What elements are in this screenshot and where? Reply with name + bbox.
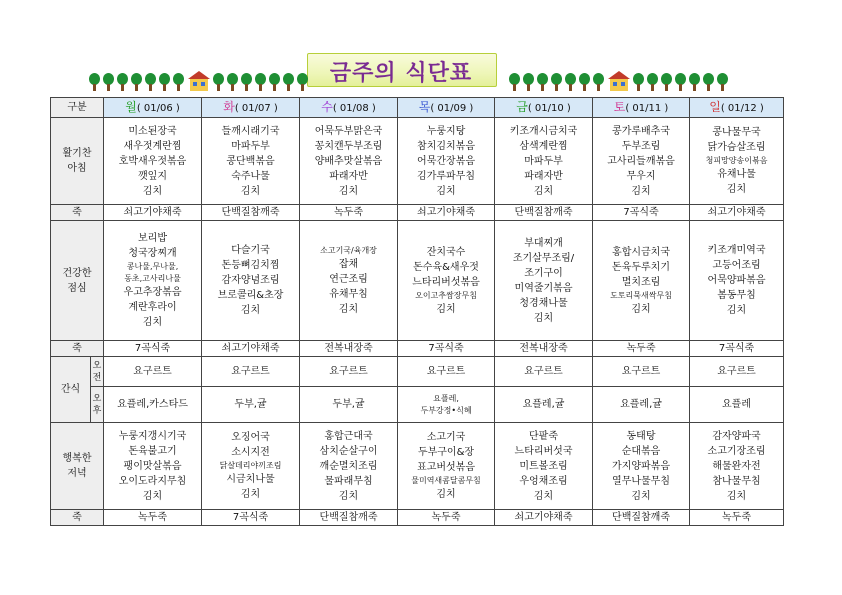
tree-icon xyxy=(212,73,225,91)
menu-item: 미트볼조림 xyxy=(519,460,568,472)
menu-item: 누룽지갱시기국 xyxy=(118,430,187,442)
menu-item: 계란후라이 xyxy=(128,302,177,313)
menu-item: 동태탕 xyxy=(626,430,656,442)
porridge-row xyxy=(51,341,784,357)
snack-item: 요플레 xyxy=(722,399,751,410)
menu-cell xyxy=(495,118,593,205)
meal-label-line: 행복한 xyxy=(62,453,92,464)
porridge-cell: 7곡식죽 xyxy=(398,341,495,357)
menu-item: 느타리버섯국 xyxy=(514,445,573,457)
day-name: 수 xyxy=(321,99,333,114)
menu-item: 김치 xyxy=(631,490,651,502)
snack-cell: 요구르트 xyxy=(593,357,690,387)
menu-item: 김치 xyxy=(726,184,747,195)
porridge-cell: 단백질참깨죽 xyxy=(593,510,690,526)
tree-icon xyxy=(716,73,729,91)
porridge-cell: 녹두죽 xyxy=(398,510,495,526)
tree-icon xyxy=(240,73,253,91)
snack-afternoon-row xyxy=(51,387,784,423)
day-header xyxy=(202,98,300,118)
menu-item: 김치 xyxy=(533,185,554,197)
menu-item: 돈육두루치기 xyxy=(612,261,670,273)
menu-item: 돈수육&새우젓 xyxy=(413,261,479,273)
tree-icon xyxy=(282,73,295,91)
day-header xyxy=(690,98,784,118)
menu-item: 소고기국/육개장 xyxy=(320,245,377,255)
header-row xyxy=(51,98,784,118)
day-name: 토 xyxy=(613,99,626,114)
meal-label-line: 건강한 xyxy=(62,267,92,279)
menu-item: 멸치조림 xyxy=(621,276,661,288)
menu-item: 어묵두부맑은국 xyxy=(314,125,383,137)
porridge-cell: 단백질참깨죽 xyxy=(495,205,593,221)
porridge-cell: 전복내장죽 xyxy=(300,341,398,357)
menu-item: 참치김치볶음 xyxy=(417,140,475,152)
day-header xyxy=(104,98,202,118)
menu-item: 콩나물,무나물, xyxy=(126,262,179,271)
menu-item: 잔치국수 xyxy=(426,246,466,258)
menu-item: 유채나물 xyxy=(717,169,756,180)
menu-item: 우고추장볶음 xyxy=(123,287,182,298)
day-header xyxy=(495,98,593,118)
menu-cell xyxy=(300,423,398,510)
menu-item: 고사리들깨볶음 xyxy=(607,155,675,167)
menu-item: 들깨시래기국 xyxy=(221,125,280,137)
porridge-cell: 쇠고기야채죽 xyxy=(398,205,495,221)
day-date: ( 01/12 ) xyxy=(720,102,764,114)
menu-item: 홍합시금치국 xyxy=(612,246,670,258)
menu-item: 팽이맛살볶음 xyxy=(123,460,182,472)
tree-icon xyxy=(674,73,687,91)
snack-cell xyxy=(495,387,593,423)
menu-table xyxy=(50,97,784,526)
tree-icon xyxy=(578,73,591,91)
menu-cell xyxy=(202,221,300,341)
menu-item: 소고기국 xyxy=(426,432,466,443)
day-date: ( 01/06 ) xyxy=(136,102,180,114)
snack-cell: 요구르트 xyxy=(495,357,593,387)
menu-item: 도토리묵새싹무침 xyxy=(610,290,672,300)
menu-cell xyxy=(202,118,300,205)
menu-item: 돈육불고기 xyxy=(128,445,177,457)
menu-item: 느타리버섯볶음 xyxy=(412,276,480,288)
snack-item: 두부강정•식혜 xyxy=(420,405,472,415)
menu-item: 김치 xyxy=(436,185,456,197)
tree-icon xyxy=(158,73,171,91)
tree-icon xyxy=(522,73,535,91)
menu-item: 삼치순살구이 xyxy=(319,445,378,457)
menu-item: 김치 xyxy=(338,185,359,197)
menu-item: 김치 xyxy=(631,185,651,197)
day-name: 일 xyxy=(709,99,721,114)
menu-item: 숙주나물 xyxy=(231,170,270,182)
menu-item: 오징어국 xyxy=(231,432,270,443)
snack-sub-char: 오 xyxy=(92,393,102,404)
menu-item: 참나물무침 xyxy=(712,475,761,487)
menu-cell xyxy=(690,221,784,341)
menu-item: 김치 xyxy=(533,490,554,502)
meal-row-lunch xyxy=(51,221,784,341)
porridge-cell: 7곡식죽 xyxy=(593,205,690,221)
snack-cell: 요구르트 xyxy=(300,357,398,387)
menu-cell xyxy=(202,423,300,510)
tree-icon xyxy=(116,73,129,91)
day-name: 목 xyxy=(418,99,431,114)
menu-item: 유채무침 xyxy=(329,288,368,300)
menu-item: 김가루파무침 xyxy=(417,170,475,182)
menu-item: 가지양파볶음 xyxy=(612,460,670,472)
tree-icon xyxy=(564,73,577,91)
menu-item: 조기구이 xyxy=(524,267,563,279)
porridge-cell: 7곡식죽 xyxy=(690,341,784,357)
menu-cell xyxy=(398,423,495,510)
menu-cell xyxy=(593,221,690,341)
menu-item: 어묵간장볶음 xyxy=(417,155,475,167)
snack-cell: 요구르트 xyxy=(690,357,784,387)
snack-cell xyxy=(202,387,300,423)
snack-cell: 요구르트 xyxy=(202,357,300,387)
tree-icon xyxy=(88,73,101,91)
day-header xyxy=(398,98,495,118)
menu-cell xyxy=(104,118,202,205)
snack-item: 요플레, xyxy=(433,393,459,403)
menu-item: 키조개시금치국 xyxy=(509,125,578,137)
menu-item: 부대찌개 xyxy=(524,237,563,249)
menu-item: 홍합근대국 xyxy=(324,430,373,442)
menu-item: 두부조림 xyxy=(621,140,661,152)
meal-label xyxy=(51,118,104,205)
menu-item: 김치 xyxy=(726,490,747,502)
tree-icon xyxy=(130,73,143,91)
porridge-label: 죽 xyxy=(51,341,104,357)
page-title: 금주의 식단표 xyxy=(329,61,473,86)
menu-item: 무우지 xyxy=(626,170,656,182)
menu-item: 김치 xyxy=(240,185,261,197)
snack-item: 요플레,귤 xyxy=(620,399,662,410)
snack-morning-label xyxy=(91,357,104,387)
snack-cell xyxy=(593,387,690,423)
menu-item: 김치 xyxy=(338,490,359,502)
porridge-cell: 단백질참깨죽 xyxy=(202,205,300,221)
menu-item: 김치 xyxy=(142,317,163,328)
menu-item: 김치 xyxy=(631,303,651,315)
day-name: 월 xyxy=(125,99,137,114)
menu-item: 두부구이&장 xyxy=(417,447,475,458)
porridge-label: 죽 xyxy=(51,510,104,526)
menu-item: 표고버섯볶음 xyxy=(417,462,475,473)
porridge-label: 죽 xyxy=(51,205,104,221)
day-name: 화 xyxy=(223,99,235,114)
menu-item: 열무나물무침 xyxy=(612,475,670,487)
menu-cell xyxy=(104,423,202,510)
menu-item: 누룽지탕 xyxy=(426,125,466,137)
porridge-cell: 7곡식죽 xyxy=(202,510,300,526)
snack-sub-char: 후 xyxy=(92,405,102,416)
snack-cell: 요구르트 xyxy=(104,357,202,387)
tree-icon xyxy=(702,73,715,91)
menu-item: 양배추맛살볶음 xyxy=(314,155,383,167)
menu-item: 오이도라지무침 xyxy=(118,475,187,487)
menu-item: 마파두부 xyxy=(231,140,270,152)
snack-afternoon-label xyxy=(91,387,104,423)
menu-cell xyxy=(300,118,398,205)
menu-item: 어묵양파볶음 xyxy=(707,275,766,286)
menu-cell xyxy=(495,221,593,341)
tree-icon xyxy=(592,73,605,91)
tree-icon xyxy=(144,73,157,91)
menu-item: 물파래무침 xyxy=(324,475,373,487)
snack-morning-row xyxy=(51,357,784,387)
meal-label-line: 활기찬 xyxy=(62,148,92,159)
porridge-cell: 쇠고기야채죽 xyxy=(202,341,300,357)
tree-icon xyxy=(646,73,659,91)
menu-item: 봄동무침 xyxy=(717,290,756,301)
menu-item: 물미역새콤달콤무침 xyxy=(411,476,481,485)
menu-item: 깨순멸치조림 xyxy=(319,460,378,472)
menu-item: 콩나물무국 xyxy=(712,127,761,138)
snack-item: 요플레,귤 xyxy=(522,399,565,410)
menu-item: 해물완자전 xyxy=(712,460,761,472)
menu-cell xyxy=(690,118,784,205)
tree-icon xyxy=(254,73,267,91)
menu-item: 미역줄기볶음 xyxy=(514,282,573,294)
tree-icon xyxy=(226,73,239,91)
menu-item: 미소된장국 xyxy=(128,125,177,137)
porridge-row xyxy=(51,205,784,221)
day-date: ( 01/11 ) xyxy=(625,102,669,114)
menu-item: 소고기장조림 xyxy=(707,445,766,457)
title-banner xyxy=(307,53,497,87)
snack-item: 두부,귤 xyxy=(332,399,365,410)
menu-item: 파래자반 xyxy=(524,170,563,182)
menu-item: 호박새우젓볶음 xyxy=(118,155,187,167)
menu-item: 꽁치캔두부조림 xyxy=(314,140,383,152)
menu-cell xyxy=(593,118,690,205)
snack-cell xyxy=(398,387,495,423)
tree-icon xyxy=(268,73,281,91)
menu-item: 김치 xyxy=(240,305,261,316)
menu-item: 조기살무조림/ xyxy=(512,252,575,264)
category-header: 구분 xyxy=(51,98,104,118)
meal-label-line: 아침 xyxy=(67,163,87,174)
snack-sub-char: 전 xyxy=(92,372,102,383)
porridge-cell: 녹두죽 xyxy=(300,205,398,221)
menu-item: 감자양념조림 xyxy=(221,275,280,286)
menu-cell xyxy=(300,221,398,341)
tree-icon xyxy=(550,73,563,91)
menu-item: 시금치나물 xyxy=(226,474,275,485)
menu-item: 콩가루배추국 xyxy=(612,125,670,137)
menu-item: 깻잎지 xyxy=(138,170,167,182)
day-header xyxy=(300,98,398,118)
snack-item: 요플레,카스타드 xyxy=(117,399,188,410)
menu-item: 김치 xyxy=(142,490,163,502)
day-date: ( 01/08 ) xyxy=(332,102,376,114)
menu-item: 청피망양송이볶음 xyxy=(705,156,768,165)
tree-icon xyxy=(688,73,701,91)
meal-label-line: 저녁 xyxy=(67,468,87,479)
menu-item: 브로콜리&초장 xyxy=(217,290,284,301)
menu-item: 순대볶음 xyxy=(621,445,661,457)
menu-item: 동초,고사리나물 xyxy=(124,274,181,283)
meal-row-breakfast xyxy=(51,118,784,205)
porridge-row xyxy=(51,510,784,526)
menu-item: 다슬기국 xyxy=(231,245,270,256)
menu-item: 돈등뼈김치찜 xyxy=(221,260,280,271)
snack-item: 두부,귤 xyxy=(234,399,267,410)
menu-item: 닭살데리야끼조림 xyxy=(219,461,282,470)
porridge-cell: 녹두죽 xyxy=(690,510,784,526)
snack-cell xyxy=(690,387,784,423)
menu-item: 김치 xyxy=(436,489,456,500)
tree-icon xyxy=(172,73,185,91)
tree-icon xyxy=(660,73,673,91)
menu-cell xyxy=(104,221,202,341)
menu-item: 감자양파국 xyxy=(712,430,761,442)
menu-item: 새우젓계란찜 xyxy=(123,140,182,152)
menu-item: 고등어조림 xyxy=(712,260,761,271)
menu-item: 김치 xyxy=(338,303,359,315)
menu-item: 청국장찌개 xyxy=(128,248,177,259)
menu-item: 김치 xyxy=(436,303,456,315)
day-date: ( 01/07 ) xyxy=(234,102,278,114)
menu-item: 오이고추쌈장무침 xyxy=(415,290,477,300)
porridge-cell: 녹두죽 xyxy=(104,510,202,526)
menu-item: 키조개미역국 xyxy=(707,245,766,256)
porridge-cell: 녹두죽 xyxy=(593,341,690,357)
menu-item: 김치 xyxy=(726,305,747,316)
menu-item: 김치 xyxy=(533,312,554,324)
tree-icon xyxy=(536,73,549,91)
menu-item: 김치 xyxy=(240,489,261,500)
menu-item: 잡채 xyxy=(338,258,359,270)
menu-cell xyxy=(593,423,690,510)
menu-item: 파래자반 xyxy=(329,170,368,182)
meal-row-dinner xyxy=(51,423,784,510)
menu-cell xyxy=(398,221,495,341)
porridge-cell: 쇠고기야채죽 xyxy=(495,510,593,526)
tree-icon xyxy=(508,73,521,91)
day-date: ( 01/10 ) xyxy=(527,102,571,114)
menu-item: 연근조림 xyxy=(329,273,368,285)
day-name: 금 xyxy=(516,99,528,114)
house-icon xyxy=(608,71,630,91)
tree-icon xyxy=(632,73,645,91)
day-date: ( 01/09 ) xyxy=(430,102,474,114)
meal-label xyxy=(51,221,104,341)
tree-icon xyxy=(296,73,309,91)
menu-item: 청경채나물 xyxy=(519,297,568,309)
snack-label: 간식 xyxy=(51,357,91,423)
decoration-right-trees xyxy=(508,71,730,91)
house-icon xyxy=(188,71,210,91)
menu-item: 김치 xyxy=(142,185,163,197)
menu-item: 마파두부 xyxy=(524,155,563,167)
menu-item: 콩단백볶음 xyxy=(226,155,275,167)
porridge-cell: 단백질참깨죽 xyxy=(300,510,398,526)
decoration-left-trees xyxy=(88,71,310,91)
menu-item: 단팥죽 xyxy=(529,430,558,442)
menu-cell xyxy=(398,118,495,205)
day-header xyxy=(593,98,690,118)
porridge-cell: 전복내장죽 xyxy=(495,341,593,357)
snack-cell xyxy=(104,387,202,423)
snack-sub-char: 오 xyxy=(92,360,102,371)
menu-cell xyxy=(495,423,593,510)
meal-label xyxy=(51,423,104,510)
snack-cell: 요구르트 xyxy=(398,357,495,387)
menu-item: 닭가슴살조림 xyxy=(707,142,766,153)
meal-label-line: 점심 xyxy=(67,282,87,294)
tree-icon xyxy=(102,73,115,91)
menu-item: 소시지전 xyxy=(231,447,270,458)
porridge-cell: 쇠고기야채죽 xyxy=(690,205,784,221)
menu-item: 보리밥 xyxy=(138,233,167,244)
porridge-cell: 7곡식죽 xyxy=(104,341,202,357)
snack-cell xyxy=(300,387,398,423)
menu-item: 우엉채조림 xyxy=(519,475,568,487)
porridge-cell: 쇠고기야채죽 xyxy=(104,205,202,221)
menu-cell xyxy=(690,423,784,510)
menu-item: 삼색계란찜 xyxy=(519,140,568,152)
